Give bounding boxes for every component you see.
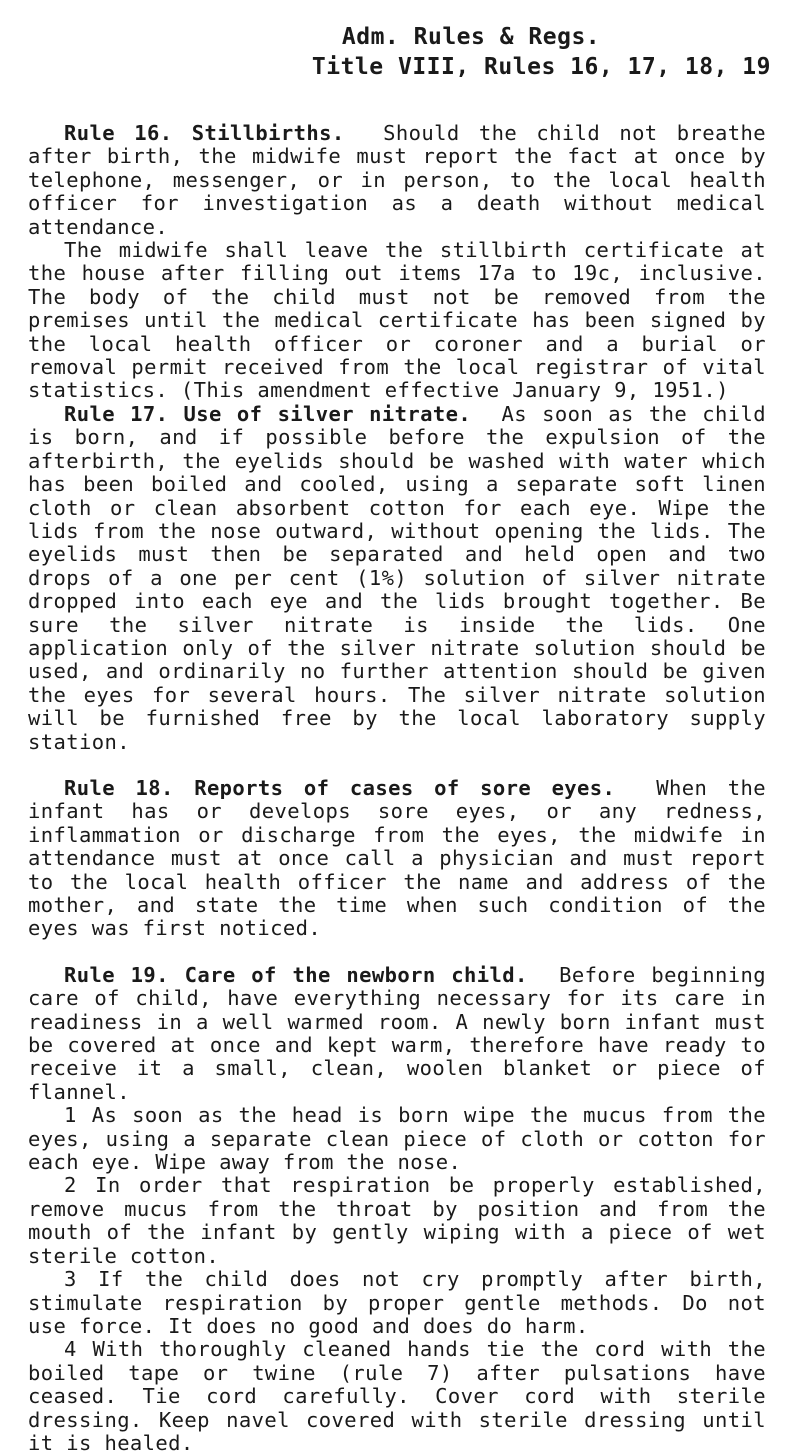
rule-16-heading: Rule 16. Stillbirths.	[64, 121, 345, 145]
header-subtitle: Title VIII, Rules 16, 17, 18, 19	[311, 54, 771, 80]
rule-19-text: Before beginning care of child, have everything necessary for its care in readiness in a well warmed room. A newly born infant must be covered at once and kept warm, therefore have ready to receive it a small, clean, woolen blanket or piece of flannel.	[28, 962, 767, 1104]
rule-18-paragraph	[28, 777, 766, 941]
rule-19-item: 2 In order that respiration be properly established, remove mucus from the throat by position and from the mouth of the infant by gently wiping with a piece of wet sterile cotton.	[28, 1173, 766, 1268]
rule-19-heading: Rule 19. Care of the newborn child.	[64, 962, 528, 987]
document-body	[28, 122, 766, 1455]
rule-16-paragraph-2: The midwife shall leave the stillbirth certificate at the house after filling out items 17a to 19c, inclusive. The body of the child must not be removed from the premises until the medical certificate has been signed by the local health officer or coroner and a burial or removal permit received from the local registrar of vital statistics. (This amendment effective January 9, 1951.)	[28, 238, 766, 403]
header-title: Adm. Rules & Regs.	[341, 24, 601, 50]
rule-16-text: Should the child not breathe after birth, the midwife must report the fact at once by telephone, messenger, or in person, to the local health officer for investigation as a death without medical attendance.	[28, 121, 767, 239]
rule-17-text: As soon as the child is born, and if possible before the expulsion of the afterbirth, the eyelids should be washed with water which has been boiled and cooled, using a separate soft linen cloth or clean absorbent cotton for each eye. Wipe the lids from the nose outward, without opening the lids. The eyelids must then be separated and held open and two drops of a one per cent (1%) solution of silver nitrate dropped into each eye and the lids brought together. Be sure the silver nitrate is inside the lids. One application only of the silver nitrate solution should be used, and ordinarily no further attention should be given the eyes for several hours. The silver nitrate solution will be furnished free by the local laboratory supply station.	[28, 401, 767, 754]
rule-19-item: 4 With thoroughly cleaned hands tie the cord with the boiled tape or twine (rule 7) after pulsations have ceased. Tie cord carefully. Cover cord with sterile dressing. Keep navel covered with sterile dressing until it is healed.	[28, 1337, 766, 1455]
rule-18-heading: Rule 18. Reports of cases of sore eyes.	[64, 775, 616, 800]
page-header	[312, 22, 771, 82]
rule-19-paragraph	[28, 964, 766, 1104]
rule-19-item: 1 As soon as the head is born wipe the mucus from the eyes, using a separate clean piece of cloth or cotton for each eye. Wipe away from the nose.	[28, 1103, 766, 1175]
rule-19-item: 3 If the child does not cry promptly after birth, stimulate respiration by proper gentle methods. Do not use force. It does no good and does do harm.	[28, 1267, 766, 1338]
rule-16-paragraph	[28, 122, 766, 239]
rule-17-paragraph	[28, 403, 766, 754]
rule-18-text: When the infant has or develops sore eyes, or any redness, inflammation or discharge from the eyes, the midwife in attendance must at once call a physician and must report to the local health officer the name and address of the mother, and state the time when such condition of the eyes was first noticed.	[28, 775, 766, 941]
rule-17-heading: Rule 17. Use of silver nitrate.	[64, 401, 472, 426]
